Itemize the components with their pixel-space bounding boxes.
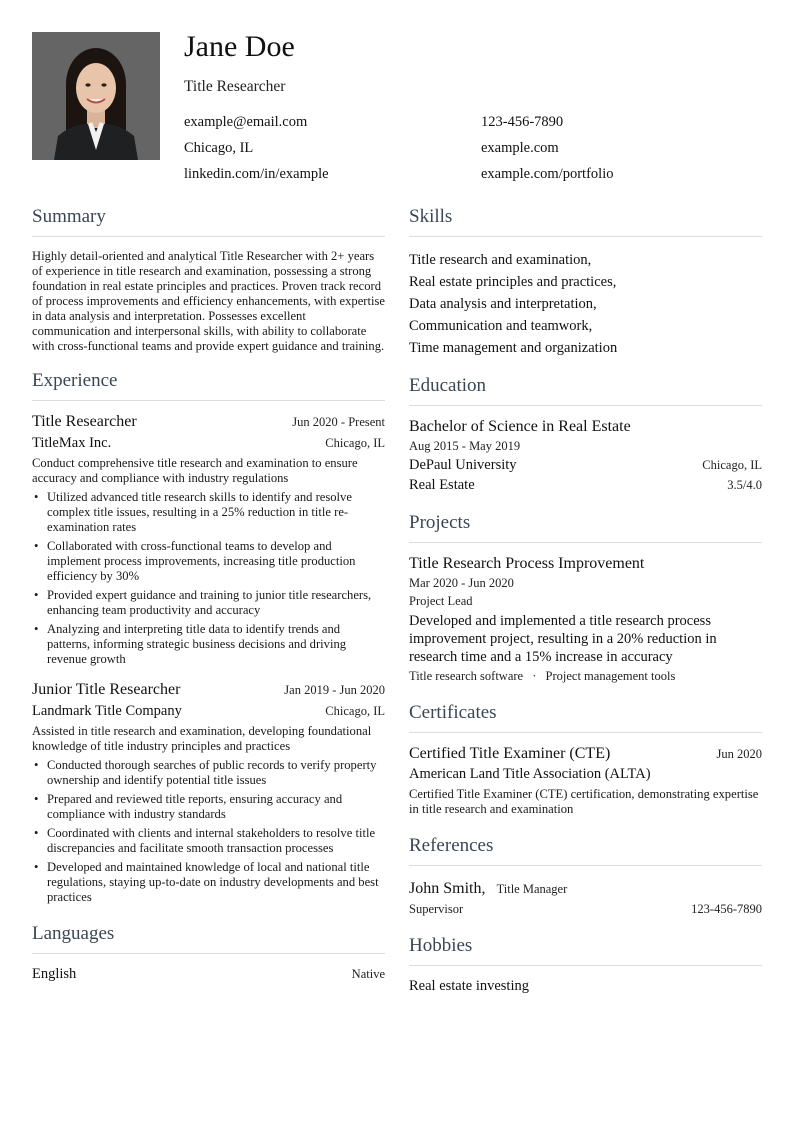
phone-text: 123-456-7890 [481,114,564,130]
education-location: Chicago, IL [702,458,762,472]
list-item: • Collaborated with cross-functional teams to develop and implement process improvements, increasing title production efficiency by 30% [32,539,385,584]
linkedin-link[interactable]: linkedin.com/in/example [184,166,329,182]
certificate-entry [409,745,762,817]
skill-item: Real estate principles and practices, [409,274,617,290]
skill-item: Time management and organization [409,340,618,356]
references-heading: References [409,835,762,866]
email-link[interactable]: example@email.com [184,114,308,130]
hobbies-heading: Hobbies [409,935,762,966]
projects-heading: Projects [409,512,762,543]
reference-entry [409,878,762,917]
certificate-date: Jun 2020 [716,747,762,761]
portfolio-link[interactable]: example.com/portfolio [481,166,614,182]
list-item: • Coordinated with clients and internal stakeholders to resolve title discrepancies and facilitate smooth transaction processes [32,826,385,856]
hobby-item: Real estate investing [409,978,529,994]
education-dates: Aug 2015 - May 2019 [409,439,521,453]
project-tool: Title research software [409,669,524,683]
job-description: Assisted in title research and examination, developing foundational knowledge of title industry principles and practices [32,724,372,753]
job-date: Jan 2019 - Jun 2020 [284,683,385,697]
summary-text: Highly detail-oriented and analytical Title Researcher with 2+ years of experience in title research and examination, possessing a strong foundation in real estate principles and practices. Proven track record of process improvements and efficiency enhancements, with expertise in data analysis and interpretation. Possesses excellent communication and interpersonal skills, with ability to collaborate with cross-functional teams and provide expert guidance and training. [32,249,385,353]
job-company: Landmark Title Company [32,703,182,719]
list-item: • Developed and maintained knowledge of local and national title regulations, staying up-to-date on industry developments and best practices [32,860,385,905]
job-location: Chicago, IL [325,704,385,718]
education-school: DePaul University [409,457,517,473]
certificate-issuer: American Land Title Association (ALTA) [409,766,651,782]
education-degree: Bachelor of Science in Real Estate [409,418,631,435]
right-column [409,206,762,995]
skill-item: Title research and examination, [409,252,592,268]
skills-heading: Skills [409,206,762,237]
education-heading: Education [409,375,762,406]
certificate-description: Certified Title Examiner (CTE) certification, demonstrating expertise in title research and examination [409,787,759,816]
job-description: Conduct comprehensive title research and examination to ensure accuracy and compliance with industry regulations [32,456,358,485]
education-entry [409,418,762,494]
project-description: Developed and implemented a title research process improvement project, resulting in a 20% reduction in research time and a 15% increase in accuracy [409,613,717,665]
education-gpa: 3.5/4.0 [727,478,762,492]
job-location: Chicago, IL [325,436,385,450]
location-text: Chicago, IL [184,140,254,156]
project-tool: Project management tools [545,669,676,683]
list-item: • Provided expert guidance and training to junior title researchers, enhancing team productivity and accuracy [32,588,385,618]
language-row [32,966,385,983]
skill-item: Data analysis and interpretation, [409,296,597,312]
project-tools [409,669,762,684]
language-level: Native [351,967,385,981]
job-entry [32,681,385,905]
job-title: Title Researcher [32,413,137,430]
job-date: Jun 2020 - Present [292,415,385,429]
separator-dot: · [532,669,537,683]
certificates-heading: Certificates [409,702,762,733]
job-title: Junior Title Researcher [32,681,181,698]
list-item: • Analyzing and interpreting title data to identify trends and patterns, informing strategic business decisions and driving revenue growth [32,622,385,667]
summary-heading: Summary [32,206,385,237]
reference-role: Title Manager [496,882,568,896]
language-name: English [32,966,77,982]
candidate-name: Jane Doe [184,30,295,63]
list-item: • Prepared and reviewed title reports, ensuring accuracy and compliance with industry standards [32,792,385,822]
job-entry [32,413,385,667]
project-name: Title Research Process Improvement [409,555,645,572]
certificate-name: Certified Title Examiner (CTE) [409,745,611,762]
candidate-title: Title Researcher [184,78,286,95]
job-company: TitleMax Inc. [32,435,112,451]
project-dates: Mar 2020 - Jun 2020 [409,576,514,590]
left-column [32,206,385,983]
reference-name: John Smith, [409,880,486,897]
skills-list [409,249,762,359]
project-role: Project Lead [409,594,473,608]
website-link[interactable]: example.com [481,140,559,156]
list-item: • Conducted thorough searches of public records to verify property ownership and identify potential title issues [32,758,385,788]
job-bullets [32,490,385,667]
project-entry [409,555,762,684]
profile-photo [32,32,160,160]
experience-heading: Experience [32,370,385,401]
reference-relation: Supervisor [409,902,464,916]
list-item: • Utilized advanced title research skills to identify and resolve complex title issues, resulting in a 25% reduction in title re-examination rates [32,490,385,535]
reference-phone: 123-456-7890 [691,902,762,916]
languages-heading: Languages [32,923,385,954]
education-field: Real Estate [409,477,475,493]
job-bullets [32,758,385,905]
skill-item: Communication and teamwork, [409,318,593,334]
